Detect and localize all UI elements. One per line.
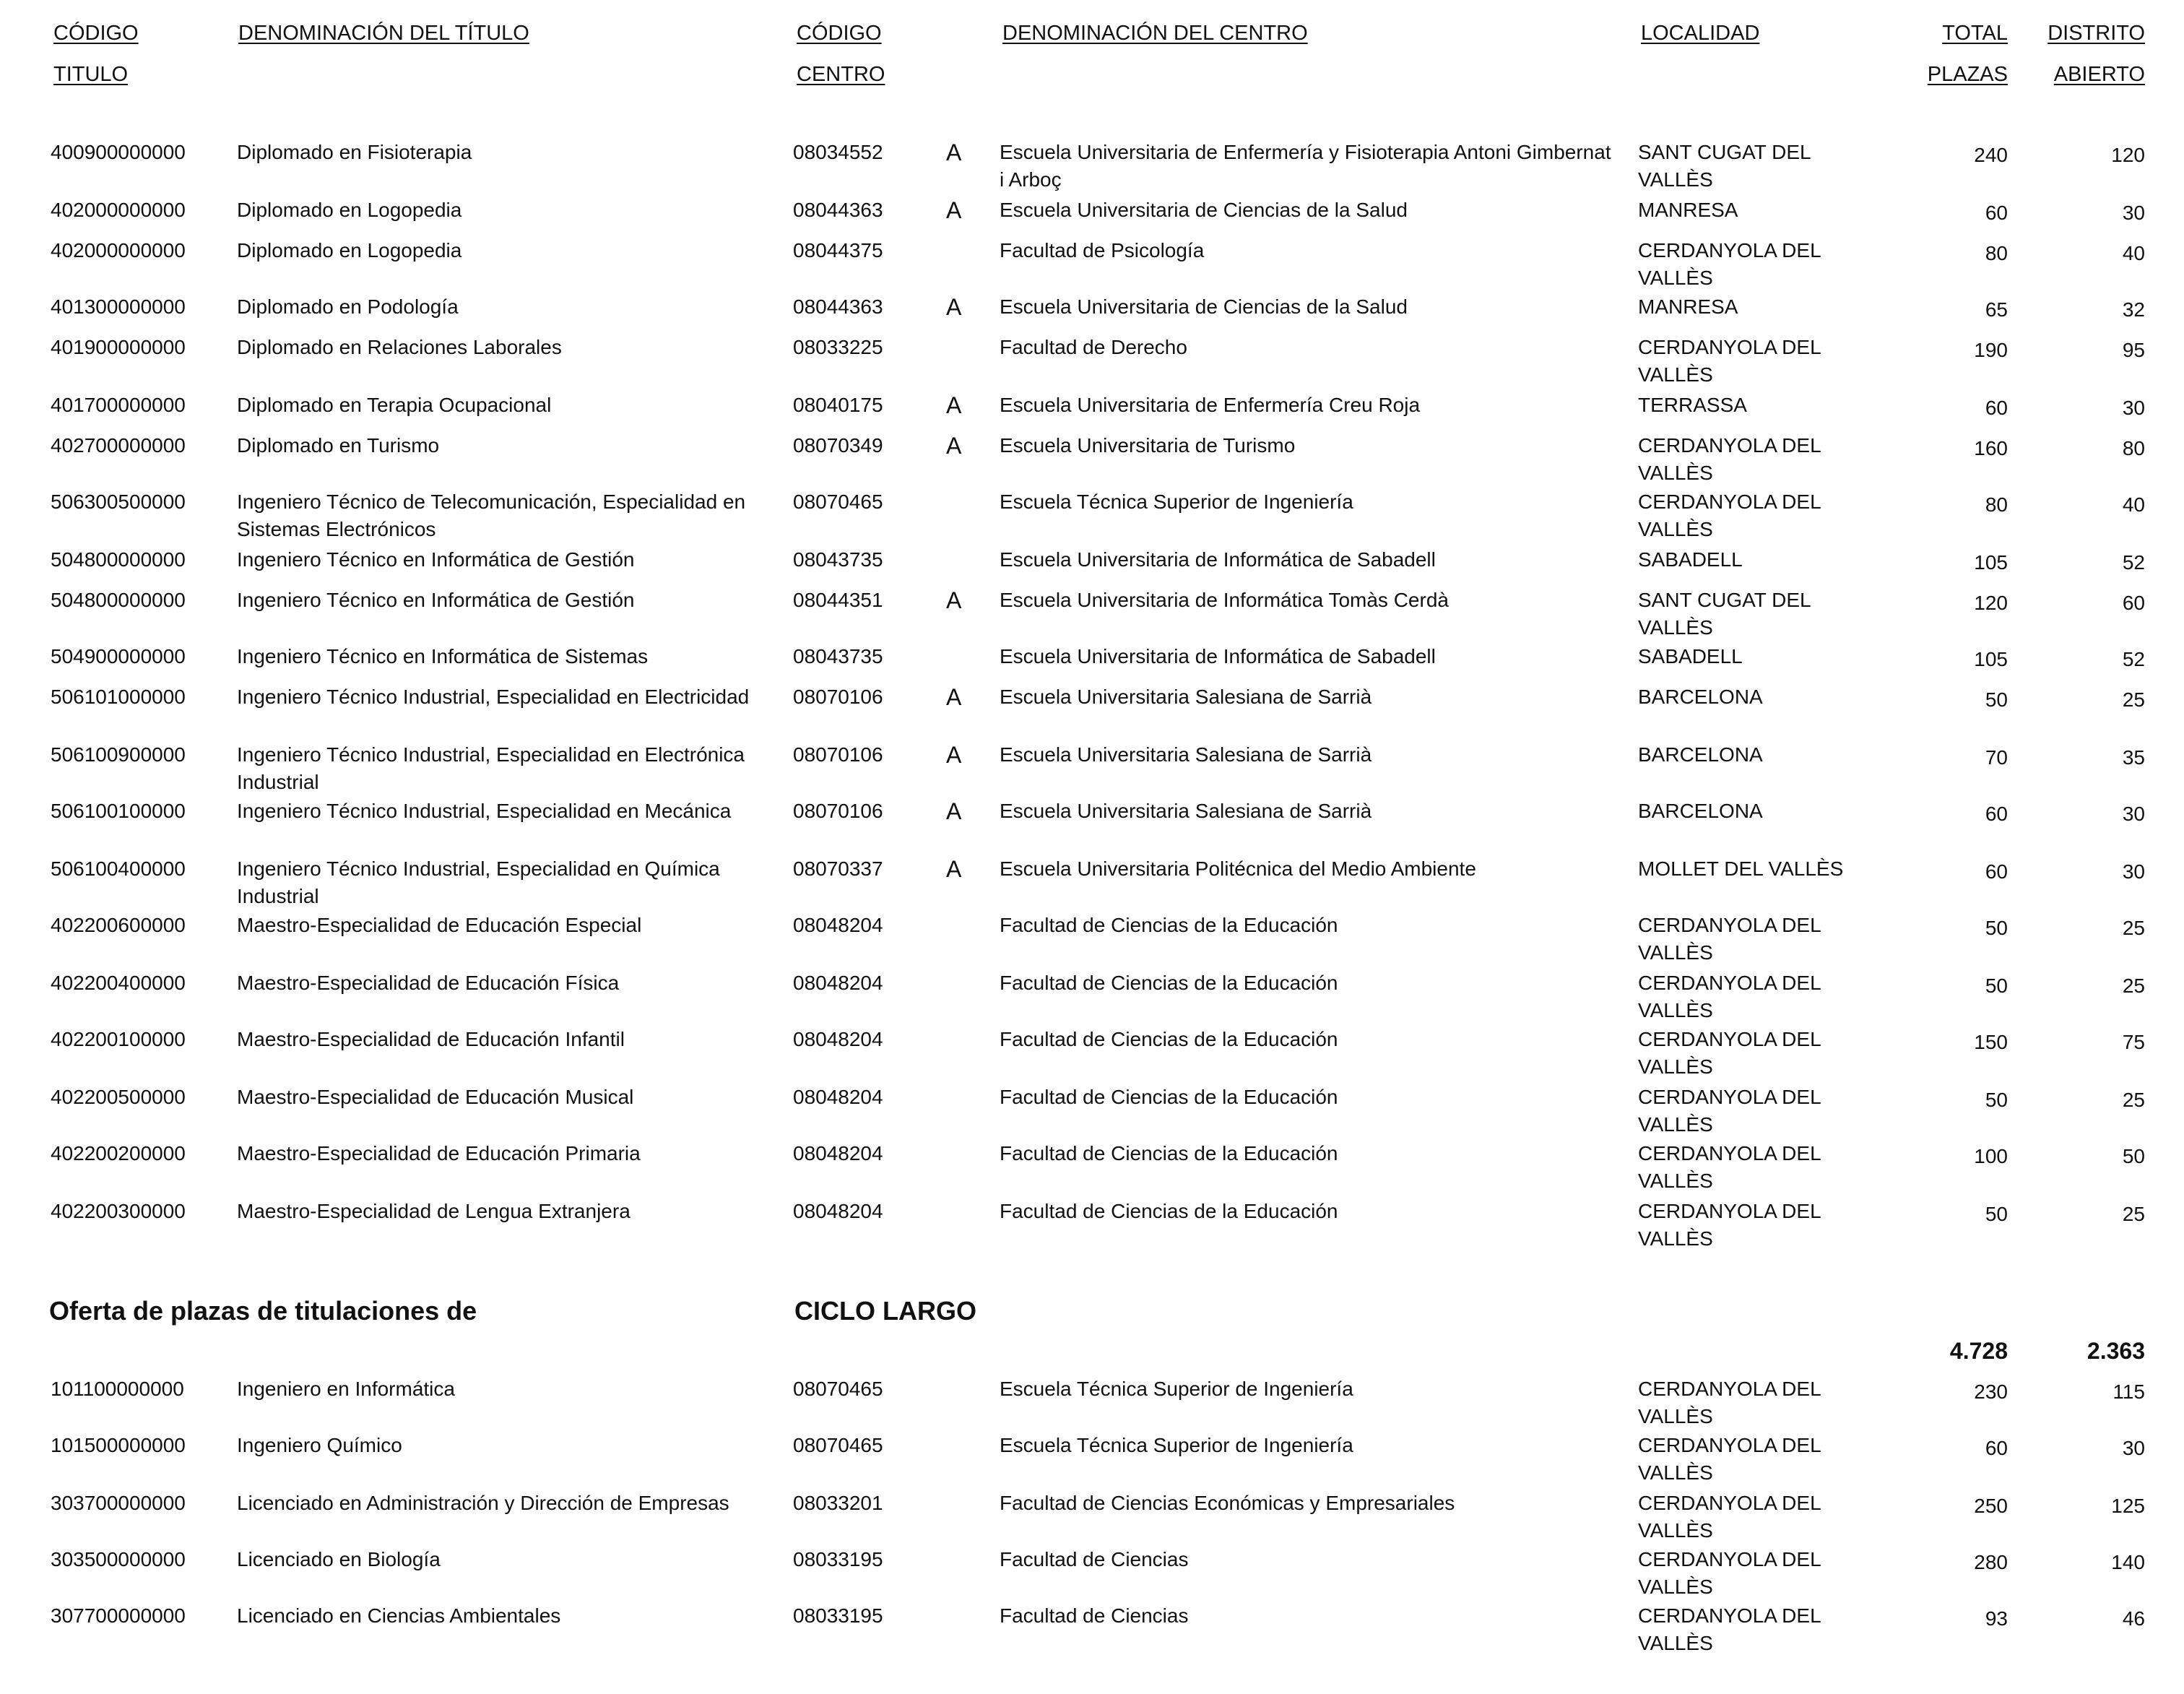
total-plazas-cell: 70 (1985, 746, 2008, 769)
localidad-cell: CERDANYOLA DEL VALLÈS (1638, 1028, 1821, 1078)
codigo-titulo-cell: 506100900000 (51, 743, 186, 766)
codigo-titulo-cell: 401700000000 (51, 394, 186, 416)
total-plazas-cell: 65 (1985, 298, 2008, 321)
localidad-cell: CERDANYOLA DEL VALLÈS (1638, 1434, 1821, 1484)
codigo-titulo-cell: 303500000000 (51, 1548, 186, 1570)
distrito-abierto-cell: 30 (2122, 803, 2145, 825)
denominacion-titulo-cell: Maestro-Especialidad de Educación Primaria (237, 1142, 641, 1164)
localidad-cell: CERDANYOLA DEL VALLÈS (1638, 1200, 1821, 1250)
total-plazas-cell: 105 (1974, 551, 2008, 574)
flag-a-cell: A (946, 742, 962, 768)
codigo-titulo-cell: 402200500000 (51, 1086, 186, 1108)
codigo-centro-cell: 08070106 (793, 800, 883, 822)
localidad-cell: SANT CUGAT DEL VALLÈS (1638, 141, 1811, 191)
distrito-abierto-cell: 30 (2122, 1437, 2145, 1459)
denominacion-centro-cell: Facultad de Ciencias de la Educación (1000, 1086, 1338, 1108)
localidad-cell: CERDANYOLA DEL VALLÈS (1638, 1142, 1821, 1192)
total-plazas-cell: 50 (1985, 917, 2008, 939)
distrito-abierto-cell: 52 (2122, 551, 2145, 574)
distrito-abierto-cell: 50 (2122, 1145, 2145, 1167)
denominacion-centro-cell: Escuela Universitaria de Informática de Sabadell (1000, 645, 1436, 667)
codigo-titulo-cell: 506300500000 (51, 491, 186, 513)
localidad-cell: SABADELL (1638, 645, 1743, 667)
header-denominacion-centro: DENOMINACIÓN DEL CENTRO (1002, 22, 1308, 45)
localidad-cell: CERDANYOLA DEL VALLÈS (1638, 1086, 1821, 1136)
distrito-abierto-cell: 25 (2122, 917, 2145, 939)
total-plazas-cell: 93 (1985, 1607, 2008, 1630)
codigo-centro-cell: 08070106 (793, 743, 883, 766)
denominacion-titulo-cell: Ingeniero Técnico en Informática de Gestión (237, 589, 635, 611)
denominacion-titulo-cell: Maestro-Especialidad de Educación Infantil (237, 1028, 625, 1050)
denominacion-titulo-cell: Ingeniero Técnico Industrial, Especialidad en Química Industrial (237, 857, 720, 907)
denominacion-centro-cell: Escuela Universitaria Salesiana de Sarrià (1000, 686, 1372, 708)
total-plazas-cell: 150 (1974, 1031, 2008, 1053)
total-plazas-cell: 250 (1974, 1495, 2008, 1517)
codigo-titulo-cell: 402200600000 (51, 914, 186, 936)
denominacion-centro-cell: Facultad de Ciencias de la Educación (1000, 972, 1338, 994)
denominacion-titulo-cell: Ingeniero Técnico Industrial, Especialidad en Electricidad (237, 686, 750, 708)
denominacion-centro-cell: Facultad de Derecho (1000, 336, 1187, 358)
codigo-titulo-cell: 307700000000 (51, 1604, 186, 1627)
codigo-titulo-cell: 400900000000 (51, 141, 186, 163)
denominacion-centro-cell: Escuela Universitaria de Ciencias de la Salud (1000, 199, 1408, 221)
codigo-titulo-cell: 402700000000 (51, 434, 186, 457)
distrito-abierto-cell: 25 (2122, 1203, 2145, 1225)
denominacion-titulo-cell: Ingeniero Técnico en Informática de Sistemas (237, 645, 649, 667)
total-plazas-cell: 60 (1985, 803, 2008, 825)
codigo-titulo-cell: 504800000000 (51, 589, 186, 611)
codigo-titulo-cell: 402200300000 (51, 1200, 186, 1222)
codigo-centro-cell: 08033195 (793, 1548, 883, 1570)
total-plazas-cell: 50 (1985, 688, 2008, 711)
codigo-titulo-cell: 402000000000 (51, 199, 186, 221)
total-plazas-cell: 60 (1985, 202, 2008, 224)
flag-a-cell: A (946, 139, 962, 165)
localidad-cell: MANRESA (1638, 199, 1738, 221)
localidad-cell: CERDANYOLA DEL VALLÈS (1638, 1604, 1821, 1654)
distrito-abierto-cell: 25 (2122, 688, 2145, 711)
total-plazas-cell: 280 (1974, 1551, 2008, 1573)
distrito-abierto-cell: 125 (2111, 1495, 2145, 1517)
distrito-abierto-cell: 52 (2122, 648, 2145, 670)
denominacion-titulo-cell: Maestro-Especialidad de Educación Física (237, 972, 620, 994)
codigo-centro-cell: 08070465 (793, 1434, 883, 1456)
localidad-cell: TERRASSA (1638, 394, 1747, 416)
localidad-cell: CERDANYOLA DEL VALLÈS (1638, 1492, 1821, 1542)
denominacion-centro-cell: Facultad de Ciencias (1000, 1548, 1189, 1570)
distrito-abierto-cell: 30 (2122, 860, 2145, 883)
denominacion-titulo-cell: Licenciado en Administración y Dirección de Empresas (237, 1492, 729, 1514)
distrito-abierto-cell: 40 (2122, 242, 2145, 264)
codigo-titulo-cell: 402200400000 (51, 972, 186, 994)
codigo-titulo-cell: 506101000000 (51, 686, 186, 708)
total-plazas-cell: 60 (1985, 860, 2008, 883)
denominacion-centro-cell: Facultad de Psicología (1000, 239, 1205, 262)
denominacion-centro-cell: Escuela Universitaria de Ciencias de la Salud (1000, 295, 1408, 318)
distrito-abierto-cell: 40 (2122, 493, 2145, 516)
distrito-abierto-cell: 120 (2111, 144, 2145, 166)
flag-a-cell: A (946, 684, 962, 710)
total-plazas-cell: 50 (1985, 1089, 2008, 1111)
localidad-cell: CERDANYOLA DEL VALLÈS (1638, 336, 1821, 386)
denominacion-centro-cell: Escuela Universitaria de Informática Tomàs Cerdà (1000, 589, 1449, 611)
denominacion-centro-cell: Escuela Universitaria de Enfermería Creu Roja (1000, 394, 1421, 416)
denominacion-titulo-cell: Maestro-Especialidad de Educación Musical (237, 1086, 634, 1108)
localidad-cell: CERDANYOLA DEL VALLÈS (1638, 491, 1821, 540)
total-plazas-cell: 80 (1985, 242, 2008, 264)
denominacion-centro-cell: Escuela Universitaria Politécnica del Medio Ambiente (1000, 857, 1476, 880)
distrito-abierto-cell: 25 (2122, 1089, 2145, 1111)
distrito-abierto-cell: 30 (2122, 202, 2145, 224)
codigo-titulo-cell: 506100400000 (51, 857, 186, 880)
flag-a-cell: A (946, 392, 962, 418)
distrito-abierto-cell: 25 (2122, 975, 2145, 997)
denominacion-titulo-cell: Licenciado en Biología (237, 1548, 441, 1570)
denominacion-centro-cell: Escuela Técnica Superior de Ingeniería (1000, 1434, 1353, 1456)
denominacion-titulo-cell: Diplomado en Relaciones Laborales (237, 336, 562, 358)
header-total-plazas: TOTAL PLAZAS (1927, 22, 2008, 86)
flag-a-cell: A (946, 197, 962, 223)
denominacion-centro-cell: Facultad de Ciencias de la Educación (1000, 1028, 1338, 1050)
total-plazas-cell: 60 (1985, 397, 2008, 419)
denominacion-titulo-cell: Ingeniero Técnico de Telecomunicación, Especialidad en Sistemas Electrónicos (237, 491, 746, 540)
flag-a-cell: A (946, 587, 962, 613)
distrito-abierto-cell: 80 (2122, 437, 2145, 459)
codigo-centro-cell: 08040175 (793, 394, 883, 416)
denominacion-titulo-cell: Diplomado en Logopedia (237, 239, 462, 262)
codigo-titulo-cell: 402000000000 (51, 239, 186, 262)
codigo-centro-cell: 08033201 (793, 1492, 883, 1514)
distrito-abierto-cell: 95 (2122, 339, 2145, 361)
codigo-centro-cell: 08033225 (793, 336, 883, 358)
denominacion-centro-cell: Escuela Técnica Superior de Ingeniería (1000, 1378, 1353, 1400)
flag-a-cell: A (946, 433, 962, 459)
codigo-centro-cell: 08044375 (793, 239, 883, 262)
codigo-titulo-cell: 402200200000 (51, 1142, 186, 1164)
distrito-abierto-cell: 32 (2122, 298, 2145, 321)
denominacion-centro-cell: Escuela Universitaria Salesiana de Sarrià (1000, 743, 1372, 766)
denominacion-centro-cell: Escuela Universitaria de Turismo (1000, 434, 1296, 457)
header-distrito-abierto: DISTRITO ABIERTO (2048, 22, 2145, 86)
denominacion-centro-cell: Facultad de Ciencias (1000, 1604, 1189, 1627)
section-title-cycle: CICLO LARGO (794, 1296, 976, 1326)
codigo-centro-cell: 08070465 (793, 1378, 883, 1400)
denominacion-titulo-cell: Maestro-Especialidad de Educación Especial (237, 914, 642, 936)
localidad-cell: CERDANYOLA DEL VALLÈS (1638, 972, 1821, 1021)
header-denominacion-titulo: DENOMINACIÓN DEL TÍTULO (238, 22, 529, 45)
codigo-centro-cell: 08048204 (793, 1028, 883, 1050)
denominacion-titulo-cell: Diplomado en Podología (237, 295, 459, 318)
denominacion-centro-cell: Facultad de Ciencias Económicas y Empresariales (1000, 1492, 1455, 1514)
denominacion-titulo-cell: Licenciado en Ciencias Ambientales (237, 1604, 561, 1627)
flag-a-cell: A (946, 798, 962, 824)
codigo-titulo-cell: 101100000000 (51, 1378, 184, 1400)
localidad-cell: CERDANYOLA DEL VALLÈS (1638, 434, 1821, 484)
denominacion-titulo-cell: Diplomado en Logopedia (237, 199, 462, 221)
section-title: Oferta de plazas de titulaciones de (49, 1296, 477, 1326)
codigo-centro-cell: 08048204 (793, 914, 883, 936)
codigo-centro-cell: 08043735 (793, 548, 883, 571)
codigo-centro-cell: 08048204 (793, 1086, 883, 1108)
denominacion-centro-cell: Escuela Universitaria Salesiana de Sarrià (1000, 800, 1372, 822)
localidad-cell: CERDANYOLA DEL VALLÈS (1638, 1548, 1821, 1598)
distrito-abierto-cell: 140 (2111, 1551, 2145, 1573)
distrito-abierto-cell: 30 (2122, 397, 2145, 419)
codigo-centro-cell: 08070465 (793, 491, 883, 513)
total-plazas-cell: 50 (1985, 975, 2008, 997)
codigo-centro-cell: 08048204 (793, 972, 883, 994)
codigo-titulo-cell: 504900000000 (51, 645, 186, 667)
total-plazas-cell: 100 (1974, 1145, 2008, 1167)
distrito-abierto-cell: 115 (2112, 1380, 2145, 1403)
distrito-abierto-cell: 46 (2122, 1607, 2145, 1630)
total-plazas-cell: 50 (1985, 1203, 2008, 1225)
codigo-titulo-cell: 101500000000 (51, 1434, 186, 1456)
denominacion-titulo-cell: Ingeniero en Informática (237, 1378, 455, 1400)
denominacion-centro-cell: Escuela Universitaria de Informática de Sabadell (1000, 548, 1436, 571)
localidad-cell: CERDANYOLA DEL VALLÈS (1638, 1378, 1821, 1427)
codigo-centro-cell: 08048204 (793, 1142, 883, 1164)
localidad-cell: BARCELONA (1638, 800, 1763, 822)
flag-a-cell: A (946, 294, 962, 320)
codigo-centro-cell: 08070106 (793, 686, 883, 708)
denominacion-centro-cell: Facultad de Ciencias de la Educación (1000, 1200, 1338, 1222)
codigo-centro-cell: 08044363 (793, 199, 883, 221)
codigo-titulo-cell: 506100100000 (51, 800, 186, 822)
total-plazas-sum: 4.728 (1949, 1338, 2008, 1364)
codigo-titulo-cell: 401900000000 (51, 336, 186, 358)
denominacion-titulo-cell: Diplomado en Fisioterapia (237, 141, 472, 163)
codigo-titulo-cell: 504800000000 (51, 548, 186, 571)
localidad-cell: MOLLET DEL VALLÈS (1638, 857, 1844, 880)
flag-a-cell: A (946, 856, 962, 882)
denominacion-titulo-cell: Diplomado en Turismo (237, 434, 440, 457)
total-plazas-cell: 230 (1974, 1380, 2008, 1403)
codigo-centro-cell: 08034552 (793, 141, 883, 163)
codigo-centro-cell: 08048204 (793, 1200, 883, 1222)
total-plazas-cell: 190 (1974, 339, 2008, 361)
codigo-centro-cell: 08070337 (793, 857, 883, 880)
codigo-titulo-cell: 402200100000 (51, 1028, 186, 1050)
total-plazas-cell: 240 (1974, 144, 2008, 166)
localidad-cell: BARCELONA (1638, 743, 1763, 766)
codigo-centro-cell: 08070349 (793, 434, 883, 457)
denominacion-centro-cell: Facultad de Ciencias de la Educación (1000, 1142, 1338, 1164)
localidad-cell: CERDANYOLA DEL VALLÈS (1638, 239, 1821, 289)
codigo-titulo-cell: 401300000000 (51, 295, 186, 318)
localidad-cell: SABADELL (1638, 548, 1743, 571)
denominacion-titulo-cell: Diplomado en Terapia Ocupacional (237, 394, 552, 416)
header-localidad: LOCALIDAD (1641, 22, 1760, 45)
codigo-centro-cell: 08043735 (793, 645, 883, 667)
denominacion-centro-cell: Escuela Técnica Superior de Ingeniería (1000, 491, 1353, 513)
header-codigo-centro: CÓDIGO CENTRO (797, 22, 885, 86)
total-plazas-cell: 160 (1974, 437, 2008, 459)
distrito-abierto-cell: 35 (2122, 746, 2145, 769)
denominacion-centro-cell: Escuela Universitaria de Enfermería y Fisioterapia Antoni Gimbernat i Arboç (1000, 141, 1611, 191)
codigo-centro-cell: 08044351 (793, 589, 883, 611)
total-plazas-cell: 60 (1985, 1437, 2008, 1459)
denominacion-centro-cell: Facultad de Ciencias de la Educación (1000, 914, 1338, 936)
codigo-centro-cell: 08044363 (793, 295, 883, 318)
total-distrito-sum: 2.363 (2086, 1338, 2145, 1364)
codigo-titulo-cell: 303700000000 (51, 1492, 186, 1514)
distrito-abierto-cell: 60 (2122, 592, 2145, 614)
total-plazas-cell: 80 (1985, 493, 2008, 516)
denominacion-titulo-cell: Ingeniero Químico (237, 1434, 402, 1456)
localidad-cell: MANRESA (1638, 295, 1738, 318)
total-plazas-cell: 105 (1974, 648, 2008, 670)
distrito-abierto-cell: 75 (2122, 1031, 2145, 1053)
denominacion-titulo-cell: Ingeniero Técnico Industrial, Especialidad en Electrónica Industrial (237, 743, 745, 793)
localidad-cell: SANT CUGAT DEL VALLÈS (1638, 589, 1811, 639)
localidad-cell: BARCELONA (1638, 686, 1763, 708)
localidad-cell: CERDANYOLA DEL VALLÈS (1638, 914, 1821, 964)
denominacion-titulo-cell: Ingeniero Técnico en Informática de Gestión (237, 548, 635, 571)
total-plazas-cell: 120 (1974, 592, 2008, 614)
denominacion-titulo-cell: Maestro-Especialidad de Lengua Extranjera (237, 1200, 630, 1222)
codigo-centro-cell: 08033195 (793, 1604, 883, 1627)
denominacion-titulo-cell: Ingeniero Técnico Industrial, Especialidad en Mecánica (237, 800, 732, 822)
header-codigo-titulo: CÓDIGO TITULO (53, 22, 139, 86)
